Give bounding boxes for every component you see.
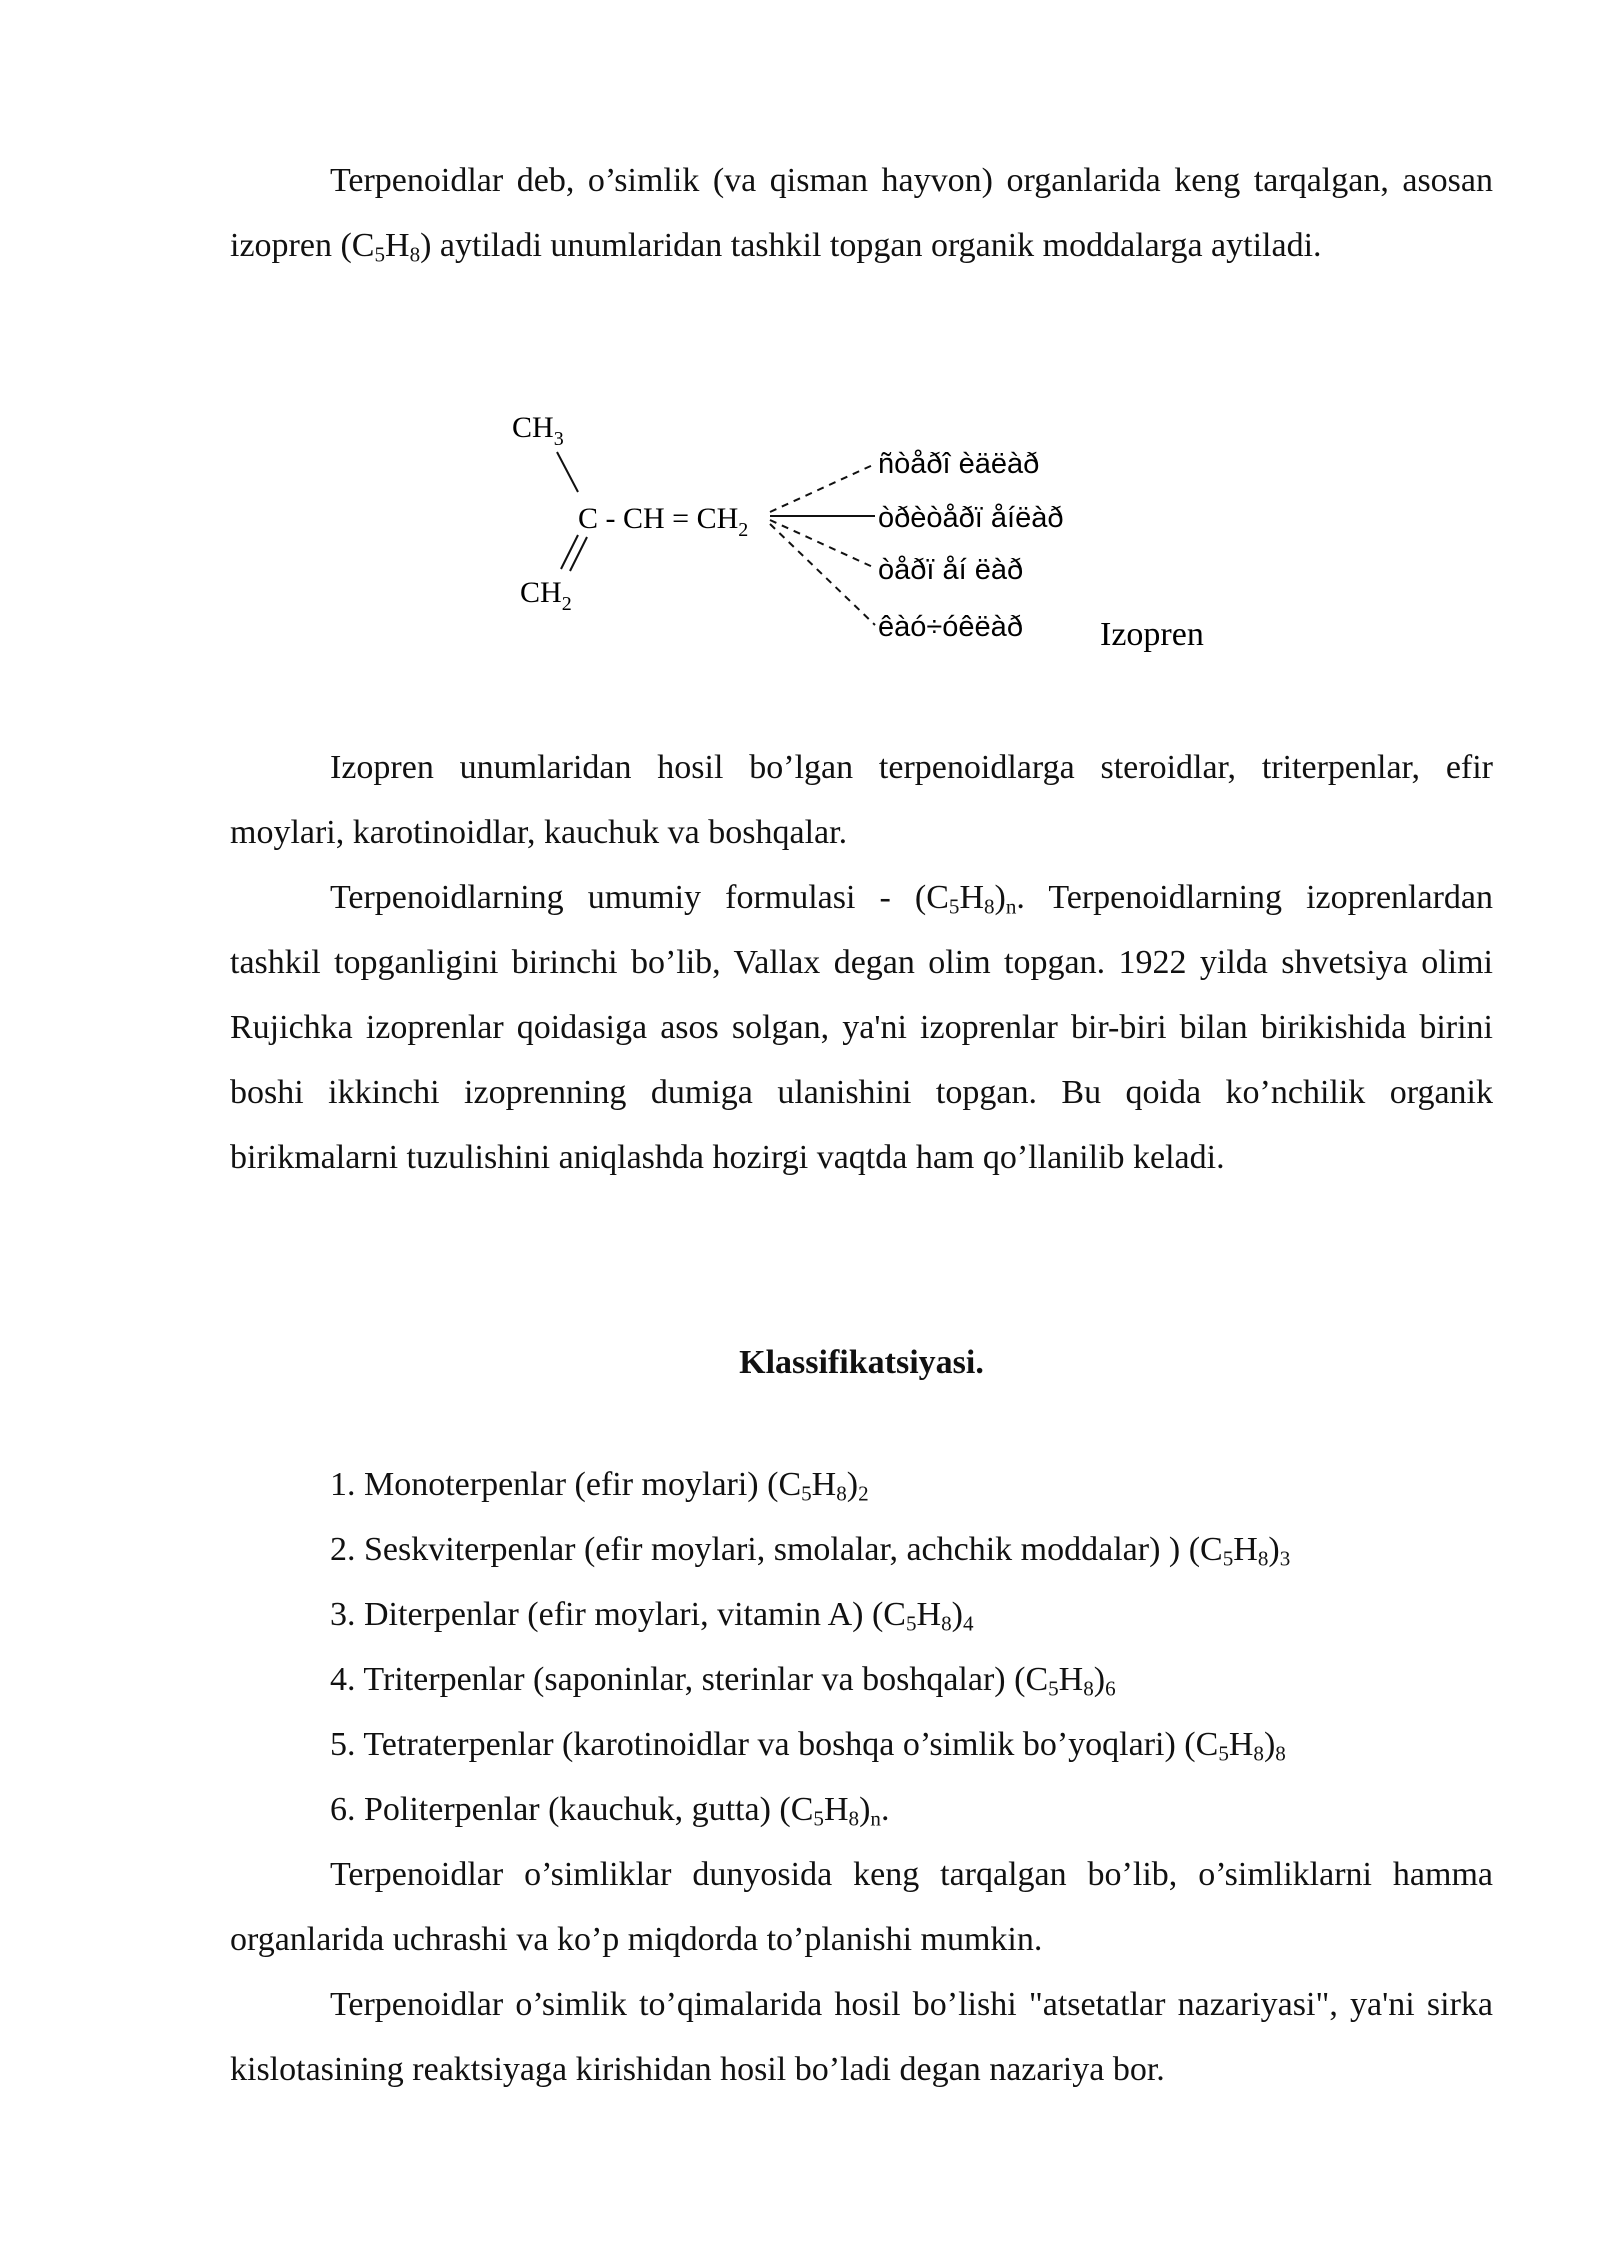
branch-label-2: òðèòåðï åíëàð [878,502,1064,534]
paragraph-distribution: Terpenoidlar o’simliklar dunyosida keng tarqalgan bo’lib, o’simliklarni hamma organlarida uchrashi va ko’p miqdorda to’planishi mumkin. [230,1856,1493,1958]
bond-ch3 [557,452,578,492]
branch-label-3: òåðï åí ëàð [878,554,1024,586]
ch3-label: $CH_3$ [512,411,564,450]
ch2-label: $CH_2$ [520,576,572,615]
paragraph-acetate-theory: Terpenoidlar o’simlik to’qimalarida hosil bo’lishi "atsetatlar nazariyasi", ya'ni sirka kislotasining reaktsiyaga kirishidan hosil bo’ladi degan nazariya bor. [230,1986,1493,2088]
double-bond-line-b [570,537,587,571]
section-heading: Klassifikatsiyasi. [739,1344,984,1381]
list-item: 4. Triterpenlar (saponinlar, sterinlar va boshqalar) $(C_5H_8)_6$ [330,1661,1116,1701]
list-item: 1. Monoterpenlar (efir moylari) $(C_5H_8)_2$ [330,1466,869,1506]
list-item: 2. Seskviterpenlar (efir moylari, smolalar, achchik moddalar) ) $(C_5H_8)_3$ [330,1531,1291,1571]
list-item: 3. Diterpenlar (efir moylari, vitamin A) $(C_5H_8)_4$ [330,1596,974,1636]
paragraph-derivatives: Izopren unumlaridan hosil bo’lgan terpenoidlarga steroidlar, triterpenlar, efir moylari, karotinoidlar, kauchuk va boshqalar. [230,749,1493,851]
list-item: 5. Tetraterpenlar (karotinoidlar va boshqa o’simlik bo’yoqlari) $(C_5H_8)_8$ [330,1726,1286,1766]
branch-line-4 [770,524,875,625]
branch-label-4: êàó÷óêëàð [878,611,1023,643]
diagram-caption: Izopren [1100,616,1204,653]
branch-line-3 [770,520,875,568]
list-item: 6. Politerpenlar (kauchuk, gutta) $(C_5H_8)_n$. [330,1791,890,1831]
branch-line-1 [770,464,875,512]
paragraph-intro: Terpenoidlar deb, o’simlik (va qisman hayvon) organlarida keng tarqalgan, asosan izopren $(C_5H_8)$ aytiladi unumlaridan tashkil topgan organik moddalarga aytiladi. [230,162,1493,267]
main-chain-label: C - CH = $CH_2$ [578,502,749,541]
double-bond-line-a [561,535,578,569]
paragraph-formula: Terpenoidlarning umumiy formulasi - $(C_5H_8)_n$. Terpenoidlarning izoprenlardan tashkil topganligini birinchi bo’lib, Vallax degan olim topgan. 1922 yilda shvetsiya olimi Rujichka izoprenlar qoidasiga asos solgan, ya'ni izoprenlar bir-biri bilan birikishida birini boshi ikkinchi izoprenning dumiga ulanishini topgan. Bu qoida ko’nchilik organik birikmalarni tuzulishini aniqlashda hozirgi vaqtda ham qo’llanilib keladi. [230,879,1493,1176]
classification-list [330,1452,1290,1842]
branch-label-1: ñòåðî èäëàð [878,448,1040,480]
